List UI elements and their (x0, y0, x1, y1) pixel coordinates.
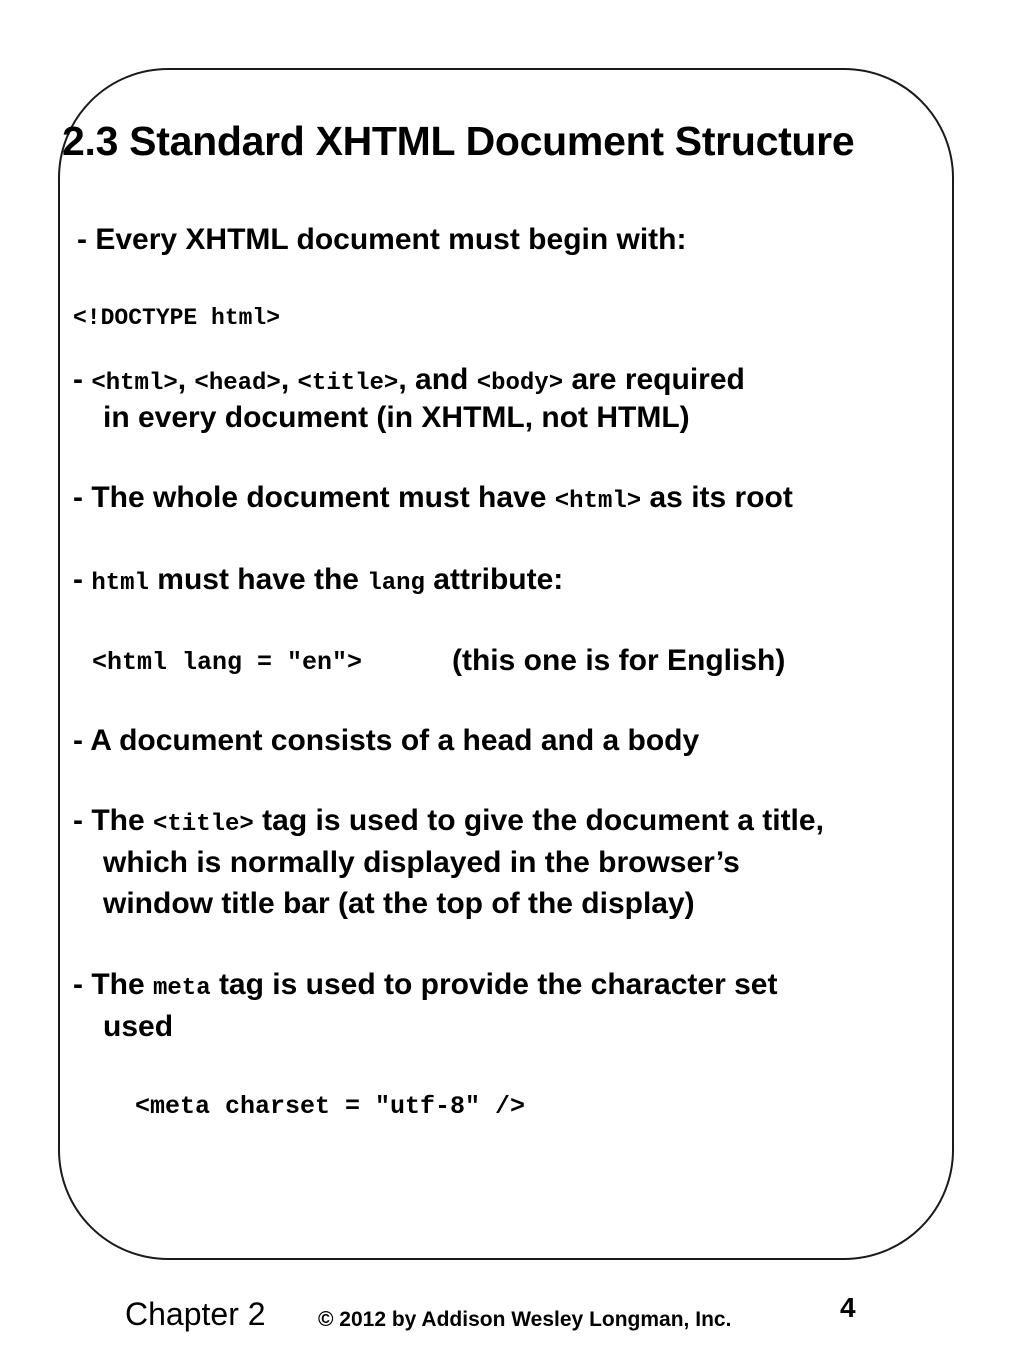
slide-title: 2.3 Standard XHTML Document Structure (62, 118, 855, 164)
example-meta-charset-code: <meta charset = ″utf-8″ /> (135, 1092, 526, 1121)
doctype-code: <!DOCTYPE html> (73, 305, 281, 331)
bullet-head-and-body: - A document consists of a head and a body (73, 724, 700, 757)
bullet-prefix: - The (73, 968, 153, 1001)
bullet-suffix: are required (563, 363, 745, 396)
footer-copyright: © 2012 by Addison Wesley Longman, Inc. (318, 1308, 732, 1331)
bullet-suffix: tag is used to provide the character set (210, 968, 778, 1001)
bullet-text: - Every XHTML document must begin with: (77, 223, 687, 256)
bullet-suffix: attribute: (424, 563, 564, 596)
bullet-title-tag-line3: window title bar (at the top of the display) (103, 887, 695, 920)
separator: , (177, 363, 195, 396)
bullet-meta-tag-line2: used (103, 1010, 174, 1043)
bullet-title-tag-line2: which is normally displayed in the browser’s (103, 846, 740, 879)
separator: , (280, 363, 298, 396)
bullet-suffix: tag is used to give the document a title, (253, 804, 824, 837)
bullet-doctype-requirement (77, 222, 687, 258)
footer-chapter: Chapter 2 (125, 1296, 266, 1332)
code-lang: lang (367, 570, 425, 597)
bullet-prefix: - The (73, 804, 153, 837)
code-title-tag: <title> (153, 811, 254, 838)
bullet-required-tags-line2: in every document (in XHTML, not HTML) (103, 401, 690, 434)
bullet-required-tags (73, 362, 745, 399)
bullet-title-tag (73, 803, 824, 840)
code-meta: meta (153, 975, 211, 1002)
code-body-tag: <body> (476, 370, 564, 397)
bullet-prefix: - (73, 563, 92, 596)
bullet-middle: must have the (148, 563, 368, 596)
bullet-lang-attribute (73, 562, 563, 599)
bullet-meta-tag (73, 967, 777, 1004)
bullet-prefix: - (73, 363, 92, 396)
bullet-root-element (73, 480, 793, 517)
code-title-tag: <title> (297, 370, 399, 397)
example-html-lang-note: (this one is for English) (452, 644, 786, 677)
code-html: html (91, 570, 149, 597)
example-html-lang-code: <html lang = ″en″> (92, 648, 363, 677)
code-html-tag: <html> (91, 370, 178, 397)
separator: , and (398, 363, 477, 396)
code-html-tag: <html> (554, 488, 642, 515)
code-head-tag: <head> (194, 370, 281, 397)
footer-page-number: 4 (840, 1292, 856, 1323)
bullet-prefix: - The whole document must have (73, 481, 555, 514)
bullet-suffix: as its root (641, 481, 793, 514)
